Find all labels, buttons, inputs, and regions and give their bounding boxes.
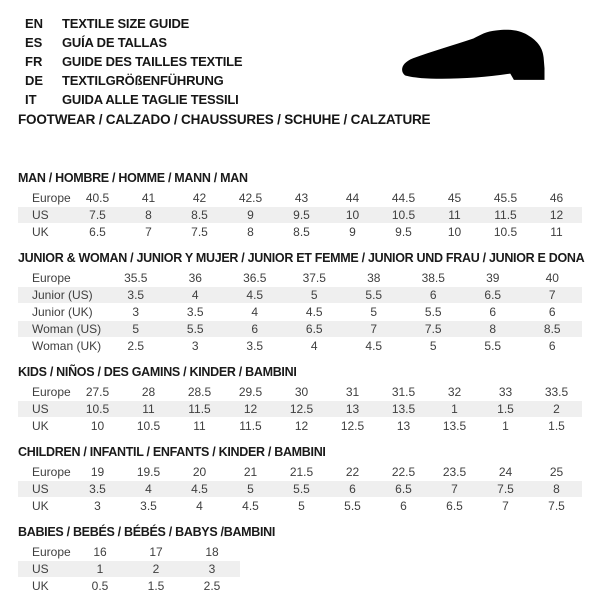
- size-cell: 43: [276, 190, 327, 207]
- size-cell: 7.5: [174, 224, 225, 241]
- size-cell: 1.5: [531, 418, 582, 435]
- language-label: GUÍA DE TALLAS: [62, 35, 167, 50]
- size-cell: 8: [225, 224, 276, 241]
- size-cell: 25: [531, 464, 582, 481]
- size-cell: 3.5: [225, 338, 285, 355]
- size-section-title: CHILDREN / INFANTIL / ENFANTS / KINDER / BAMBINI: [18, 445, 326, 459]
- size-cell: 38: [344, 270, 404, 287]
- size-section: [18, 172, 582, 241]
- language-label: TEXTILGRÖßENFÜHRUNG: [62, 73, 224, 88]
- size-cell: 6.5: [72, 224, 123, 241]
- row-label: Junior (UK): [18, 304, 106, 321]
- size-cell: 6: [327, 481, 378, 498]
- size-cell: 10.5: [72, 401, 123, 418]
- size-cell: 23.5: [429, 464, 480, 481]
- language-label: GUIDA ALLE TAGLIE TESSILI: [62, 92, 239, 107]
- size-cell: 7.5: [480, 481, 531, 498]
- size-cell: 7: [480, 498, 531, 515]
- language-code: DE: [25, 73, 44, 88]
- size-section-title: KIDS / NIÑOS / DES GAMINS / KINDER / BAMBINI: [18, 365, 297, 379]
- table-row: [18, 418, 582, 435]
- size-cell: 4: [166, 287, 226, 304]
- size-cell: 37.5: [285, 270, 345, 287]
- size-cell: 18: [184, 544, 240, 561]
- size-cell: 4.5: [225, 498, 276, 515]
- size-cell: 31.5: [378, 384, 429, 401]
- size-cell: 1: [480, 418, 531, 435]
- row-label: US: [18, 401, 72, 418]
- size-cell: 17: [128, 544, 184, 561]
- size-cell: 8.5: [523, 321, 583, 338]
- row-label: US: [18, 561, 72, 578]
- table-row: [18, 338, 582, 355]
- size-cell: 7: [429, 481, 480, 498]
- size-cell: 10.5: [480, 224, 531, 241]
- size-cell: 39: [463, 270, 523, 287]
- table-row: [18, 561, 240, 578]
- size-cell: 35.5: [106, 270, 166, 287]
- size-section: [18, 366, 582, 435]
- size-cell: 5: [106, 321, 166, 338]
- size-tables: [0, 172, 600, 595]
- size-cell: 5.5: [327, 498, 378, 515]
- size-cell: 2.5: [184, 578, 240, 595]
- size-cell: 11.5: [174, 401, 225, 418]
- size-cell: 8: [463, 321, 523, 338]
- table-row: [18, 287, 582, 304]
- size-table: [18, 270, 582, 355]
- size-cell: 10.5: [123, 418, 174, 435]
- size-cell: 19.5: [123, 464, 174, 481]
- row-label: Junior (US): [18, 287, 106, 304]
- size-cell: 1: [429, 401, 480, 418]
- size-cell: 8: [123, 207, 174, 224]
- size-cell: 33.5: [531, 384, 582, 401]
- row-label: Woman (US): [18, 321, 106, 338]
- row-label: UK: [18, 418, 72, 435]
- size-cell: 3: [184, 561, 240, 578]
- table-row: [18, 304, 582, 321]
- language-label: GUIDE DES TAILLES TEXTILE: [62, 54, 243, 69]
- size-cell: 4.5: [225, 287, 285, 304]
- language-code: FR: [25, 54, 43, 69]
- size-cell: 13: [378, 418, 429, 435]
- size-cell: 9: [327, 224, 378, 241]
- size-cell: 9: [225, 207, 276, 224]
- size-cell: 4: [123, 481, 174, 498]
- size-cell: 13: [327, 401, 378, 418]
- table-row: [18, 544, 240, 561]
- table-row: [18, 270, 582, 287]
- guide-header: [0, 0, 600, 127]
- size-cell: 7.5: [531, 498, 582, 515]
- size-section: [18, 526, 582, 595]
- row-label: Europe: [18, 464, 72, 481]
- size-cell: 10: [72, 418, 123, 435]
- size-cell: 1.5: [480, 401, 531, 418]
- size-cell: 4.5: [174, 481, 225, 498]
- size-cell: 5: [276, 498, 327, 515]
- size-cell: 41: [123, 190, 174, 207]
- size-cell: 2.5: [106, 338, 166, 355]
- size-cell: 22: [327, 464, 378, 481]
- size-cell: 3.5: [72, 481, 123, 498]
- size-cell: 4: [285, 338, 345, 355]
- size-cell: 12.5: [327, 418, 378, 435]
- size-section-title: MAN / HOMBRE / HOMME / MANN / MAN: [18, 171, 248, 185]
- table-row: [18, 464, 582, 481]
- size-cell: 44: [327, 190, 378, 207]
- size-cell: 12: [225, 401, 276, 418]
- table-row: [18, 224, 582, 241]
- row-label: US: [18, 481, 72, 498]
- size-cell: 6: [523, 304, 583, 321]
- size-cell: 33: [480, 384, 531, 401]
- table-row: [18, 578, 240, 595]
- size-cell: 24: [480, 464, 531, 481]
- size-cell: 6: [523, 338, 583, 355]
- language-code: IT: [25, 92, 37, 107]
- row-label: Woman (UK): [18, 338, 106, 355]
- size-cell: 28.5: [174, 384, 225, 401]
- size-cell: 7.5: [72, 207, 123, 224]
- row-label: UK: [18, 224, 72, 241]
- dress-shoe-icon: [396, 26, 576, 96]
- table-row: [18, 321, 582, 338]
- size-cell: 0.5: [72, 578, 128, 595]
- size-cell: 45.5: [480, 190, 531, 207]
- size-cell: 6: [378, 498, 429, 515]
- size-cell: 6: [404, 287, 464, 304]
- size-cell: 22.5: [378, 464, 429, 481]
- size-cell: 7: [523, 287, 583, 304]
- size-cell: 44.5: [378, 190, 429, 207]
- size-cell: 46: [531, 190, 582, 207]
- size-cell: 5: [344, 304, 404, 321]
- size-section-title: JUNIOR & WOMAN / JUNIOR Y MUJER / JUNIOR ET FEMME / JUNIOR UND FRAU / JUNIOR E DONA: [18, 251, 585, 265]
- size-cell: 29.5: [225, 384, 276, 401]
- size-cell: 36: [166, 270, 226, 287]
- size-cell: 5.5: [344, 287, 404, 304]
- size-cell: 13.5: [429, 418, 480, 435]
- size-cell: 8.5: [276, 224, 327, 241]
- size-section: [18, 251, 585, 355]
- row-label: UK: [18, 578, 72, 595]
- row-label: Europe: [18, 384, 72, 401]
- size-cell: 7: [344, 321, 404, 338]
- size-cell: 21: [225, 464, 276, 481]
- size-cell: 5.5: [404, 304, 464, 321]
- size-cell: 12: [276, 418, 327, 435]
- size-cell: 11.5: [225, 418, 276, 435]
- size-table: [18, 464, 582, 515]
- size-cell: 12: [531, 207, 582, 224]
- size-cell: 42.5: [225, 190, 276, 207]
- size-section: [18, 446, 582, 515]
- language-label: TEXTILE SIZE GUIDE: [62, 16, 190, 31]
- size-cell: 28: [123, 384, 174, 401]
- size-cell: 10.5: [378, 207, 429, 224]
- size-cell: 40: [523, 270, 583, 287]
- size-section-title: BABIES / BEBÉS / BÉBÉS / BABYS /BAMBINI: [18, 525, 276, 539]
- size-cell: 10: [429, 224, 480, 241]
- size-cell: 5.5: [276, 481, 327, 498]
- size-cell: 27.5: [72, 384, 123, 401]
- size-cell: 19: [72, 464, 123, 481]
- size-cell: 3.5: [166, 304, 226, 321]
- size-cell: 30: [276, 384, 327, 401]
- size-cell: 5: [404, 338, 464, 355]
- row-label: US: [18, 207, 72, 224]
- size-table: [18, 190, 582, 241]
- table-row: [18, 207, 582, 224]
- size-cell: 6.5: [378, 481, 429, 498]
- size-cell: 2: [531, 401, 582, 418]
- table-row: [18, 384, 582, 401]
- size-cell: 11: [123, 401, 174, 418]
- size-cell: 16: [72, 544, 128, 561]
- size-cell: 11.5: [480, 207, 531, 224]
- row-label: Europe: [18, 544, 72, 561]
- size-cell: 11: [174, 418, 225, 435]
- size-cell: 1: [72, 561, 128, 578]
- size-cell: 9.5: [276, 207, 327, 224]
- size-cell: 36.5: [225, 270, 285, 287]
- size-cell: 4: [225, 304, 285, 321]
- size-cell: 12.5: [276, 401, 327, 418]
- size-cell: 38.5: [404, 270, 464, 287]
- size-cell: 5.5: [166, 321, 226, 338]
- size-cell: 7: [123, 224, 174, 241]
- category-title: FOOTWEAR / CALZADO / CHAUSSURES / SCHUHE / CALZATURE: [18, 112, 431, 127]
- table-row: [18, 498, 582, 515]
- size-cell: 5: [225, 481, 276, 498]
- table-row: [18, 401, 582, 418]
- size-cell: 11: [429, 207, 480, 224]
- size-cell: 40.5: [72, 190, 123, 207]
- size-cell: 21.5: [276, 464, 327, 481]
- row-label: UK: [18, 498, 72, 515]
- size-cell: 32: [429, 384, 480, 401]
- size-cell: 31: [327, 384, 378, 401]
- language-code: ES: [25, 35, 43, 50]
- size-cell: 3: [72, 498, 123, 515]
- size-cell: 20: [174, 464, 225, 481]
- table-row: [18, 190, 582, 207]
- size-cell: 4: [174, 498, 225, 515]
- size-cell: 6.5: [285, 321, 345, 338]
- size-cell: 45: [429, 190, 480, 207]
- size-cell: 6: [463, 304, 523, 321]
- size-cell: 2: [128, 561, 184, 578]
- size-cell: 6.5: [429, 498, 480, 515]
- size-cell: 6: [225, 321, 285, 338]
- size-cell: 6.5: [463, 287, 523, 304]
- size-table: [18, 544, 240, 595]
- size-cell: 11: [531, 224, 582, 241]
- size-cell: 3: [106, 304, 166, 321]
- size-cell: 4.5: [285, 304, 345, 321]
- language-code: EN: [25, 16, 44, 31]
- size-cell: 5: [285, 287, 345, 304]
- size-cell: 8: [531, 481, 582, 498]
- size-cell: 5.5: [463, 338, 523, 355]
- size-cell: 7.5: [404, 321, 464, 338]
- size-table: [18, 384, 582, 435]
- size-cell: 8.5: [174, 207, 225, 224]
- size-cell: 1.5: [128, 578, 184, 595]
- size-cell: 10: [327, 207, 378, 224]
- row-label: Europe: [18, 190, 72, 207]
- size-cell: 3.5: [106, 287, 166, 304]
- size-cell: 3.5: [123, 498, 174, 515]
- table-row: [18, 481, 582, 498]
- size-cell: 4.5: [344, 338, 404, 355]
- size-cell: 3: [166, 338, 226, 355]
- size-cell: 42: [174, 190, 225, 207]
- size-cell: 13.5: [378, 401, 429, 418]
- size-cell: 9.5: [378, 224, 429, 241]
- row-label: Europe: [18, 270, 106, 287]
